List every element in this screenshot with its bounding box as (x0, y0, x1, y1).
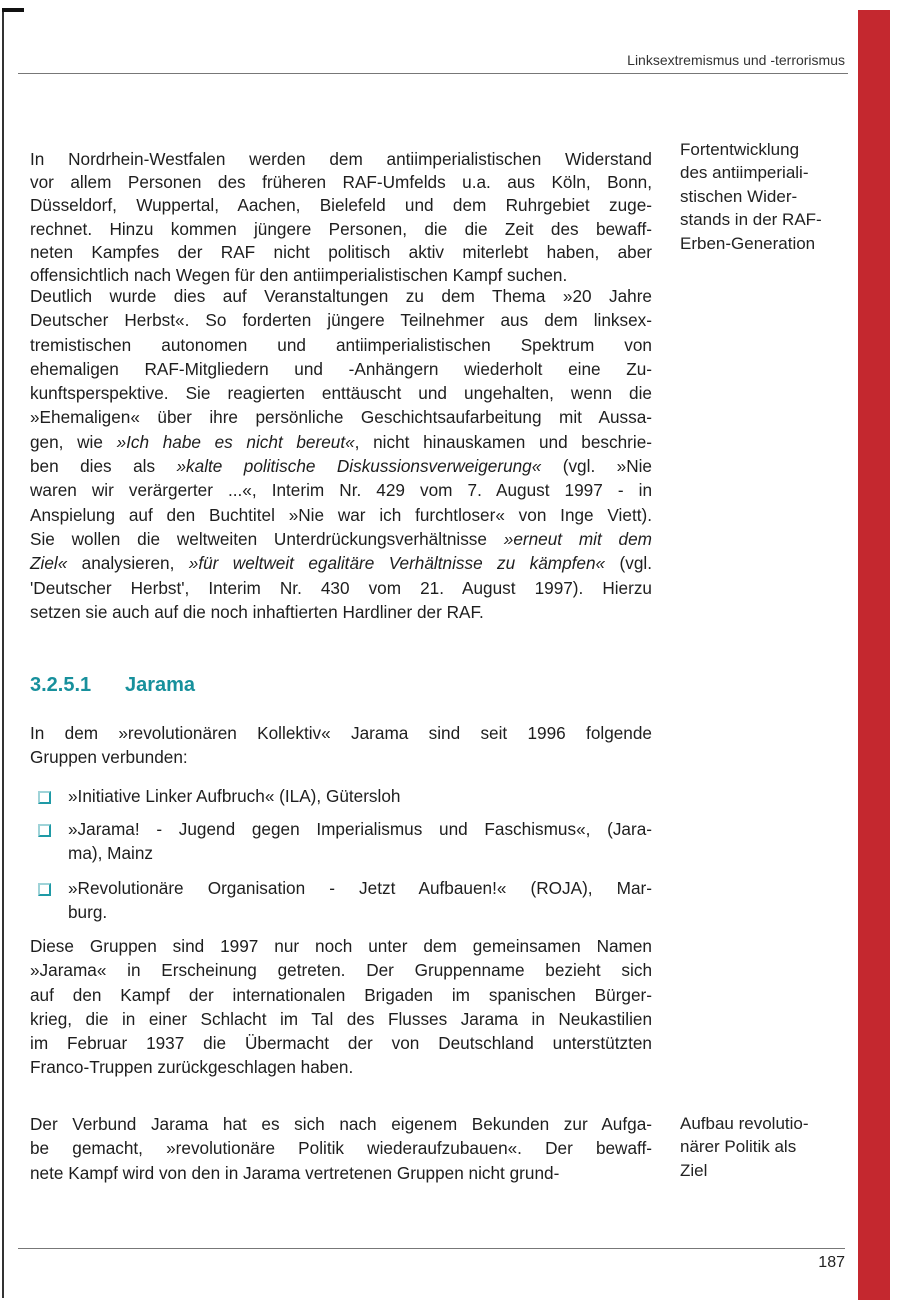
text-line: »Initiative Linker Aufbruch« (ILA), Gütersloh (68, 786, 401, 806)
text-line: Anspielung auf den Buchtitel »Nie war ich furchtloser« von Inge Viett). (30, 504, 652, 525)
list-item-text (68, 876, 652, 925)
text-line: Düsseldorf, Wuppertal, Aachen, Bielefeld und dem Ruhrgebiet zuge- (30, 195, 652, 216)
margin-note-line: Erben-Generation (680, 233, 816, 253)
paragraph-2 (30, 284, 652, 624)
text-line: In Nordrhein-Westfalen werden dem antiimperialistischen Widerstand (30, 149, 652, 169)
text-segment: analysieren, (67, 553, 189, 574)
list-item-text (68, 784, 652, 808)
text-segment: (vgl. »Nie (541, 456, 652, 477)
header-rule (18, 73, 848, 74)
text-line: Gruppen verbunden: (30, 747, 188, 768)
text-segment: , nicht hinauskamen und beschrie- (354, 431, 652, 452)
paragraph-5 (30, 1112, 652, 1185)
text-line: »Ehemaligen« über ihre persönliche Geschichtsaufarbeitung mit Aussa- (30, 407, 652, 428)
margin-note (680, 1112, 850, 1182)
list-item (30, 817, 652, 866)
margin-note-line: stands in der RAF- (680, 210, 822, 230)
text-line: nete Kampf wird von den in Jarama vertretenen Gruppen nicht grund- (30, 1162, 560, 1183)
list-item (30, 784, 652, 808)
chapter-tab-red-bar (858, 10, 890, 1300)
text-line: Der Verbund Jarama hat es sich nach eigenem Bekunden zur Aufga- (30, 1114, 652, 1134)
section-heading (30, 674, 195, 697)
margin-note-line: Aufbau revolutio- (680, 1114, 809, 1133)
text-line: ehemaligen RAF-Mitgliedern und -Anhängern wiederholt eine Zu- (30, 358, 652, 379)
margin-note-line: des antiimperiali- (680, 163, 809, 183)
text-line: waren wir verärgerter ...«, Interim Nr. 429 vom 7. August 1997 - in (30, 480, 652, 501)
running-head: Linksextremismus und -terrorismus (627, 52, 845, 68)
text-line: rechnet. Hinzu kommen jüngere Personen, die die Zeit des bewaff- (30, 218, 652, 239)
margin-note-line: Fortentwicklung (680, 140, 800, 159)
text-line: »Jarama« in Erscheinung getreten. Der Gruppenname bezieht sich (30, 960, 652, 981)
text-line: Diese Gruppen sind 1997 nur noch unter dem gemeinsamen Namen (30, 936, 652, 956)
text-line: »Revolutionäre Organisation - Jetzt Aufbauen!« (ROJA), Mar- (68, 878, 652, 898)
text-line (30, 430, 652, 454)
list-item (30, 876, 652, 925)
paragraph-3 (30, 721, 652, 770)
text-line: ma), Mainz (68, 843, 153, 864)
text-segment: (vgl. (605, 553, 652, 574)
quote-italic: Ziel« (30, 553, 68, 574)
text-segment: gen, wie (30, 431, 117, 452)
text-line: krieg, die in einer Schlacht im Tal des Flusses Jarama in Neukastilien (30, 1008, 652, 1029)
crop-mark (2, 8, 24, 12)
text-line (30, 454, 652, 478)
quote-italic: »Ich habe es nicht bereut« (116, 431, 355, 452)
text-line: burg. (68, 902, 108, 923)
checkbox-bullet-icon (38, 883, 51, 896)
text-line: 'Deutscher Herbst', Interim Nr. 430 vom 21. August 1997). Hierzu (30, 577, 652, 598)
margin-note-line: närer Politik als (680, 1137, 797, 1157)
section-title: Jarama (125, 674, 196, 696)
page-number: 187 (818, 1254, 845, 1271)
text-line: offensichtlich nach Wegen für den antiimperialistischen Kampf suchen. (30, 264, 568, 285)
margin-note (680, 138, 850, 255)
text-line: im Februar 1937 die Übermacht der von Deutschland unterstützten (30, 1033, 652, 1054)
text-line: Deutscher Herbst«. So forderten jüngere Teilnehmer aus dem linksex- (30, 310, 652, 331)
scan-edge (2, 8, 4, 1298)
footer-rule (18, 1248, 845, 1249)
quote-italic: »erneut mit dem (503, 528, 652, 549)
margin-note-line: stischen Wider- (680, 186, 798, 206)
checkbox-bullet-icon (38, 824, 51, 837)
text-line: tremistischen autonomen und antiimperialistischen Spektrum von (30, 334, 652, 355)
text-line: In dem »revolutionären Kollektiv« Jarama sind seit 1996 folgende (30, 723, 652, 743)
list-item-text (68, 817, 652, 866)
text-segment: Sie wollen die weltweiten Unterdrückungsverhältnisse (30, 528, 504, 549)
margin-note-line: Ziel (680, 1160, 708, 1180)
text-line: setzen sie auch auf die noch inhaftierten Hardliner der RAF. (30, 601, 484, 622)
quote-italic: »kalte politische Diskussionsverweigerung« (176, 456, 542, 477)
quote-italic: »für weltweit egalitäre Verhältnisse zu kämpfen« (188, 553, 606, 574)
text-line: Deutlich wurde dies auf Veranstaltungen zu dem Thema »20 Jahre (30, 286, 652, 306)
text-line (30, 551, 652, 575)
text-line: neten Kampfes der RAF nicht politisch aktiv miterlebt haben, aber (30, 241, 652, 262)
text-line: kunftsperspektive. Sie reagierten enttäuscht und ungehalten, wenn die (30, 383, 652, 404)
paragraph-4 (30, 934, 652, 1080)
text-line: be gemacht, »revolutionäre Politik wiederaufzubauen«. Der bewaff- (30, 1138, 652, 1159)
text-segment: ben dies als (30, 456, 177, 477)
text-line: auf den Kampf der internationalen Brigaden im spanischen Bürger- (30, 984, 652, 1005)
text-line (30, 527, 652, 551)
text-line: vor allem Personen des früheren RAF-Umfelds u.a. aus Köln, Bonn, (30, 172, 652, 193)
paragraph-1 (30, 148, 652, 287)
text-line: Franco-Truppen zurückgeschlagen haben. (30, 1057, 354, 1078)
text-line: »Jarama! - Jugend gegen Imperialismus und Faschismus«, (Jara- (68, 819, 652, 839)
checkbox-bullet-icon (38, 791, 51, 804)
section-number: 3.2.5.1 (30, 674, 92, 696)
